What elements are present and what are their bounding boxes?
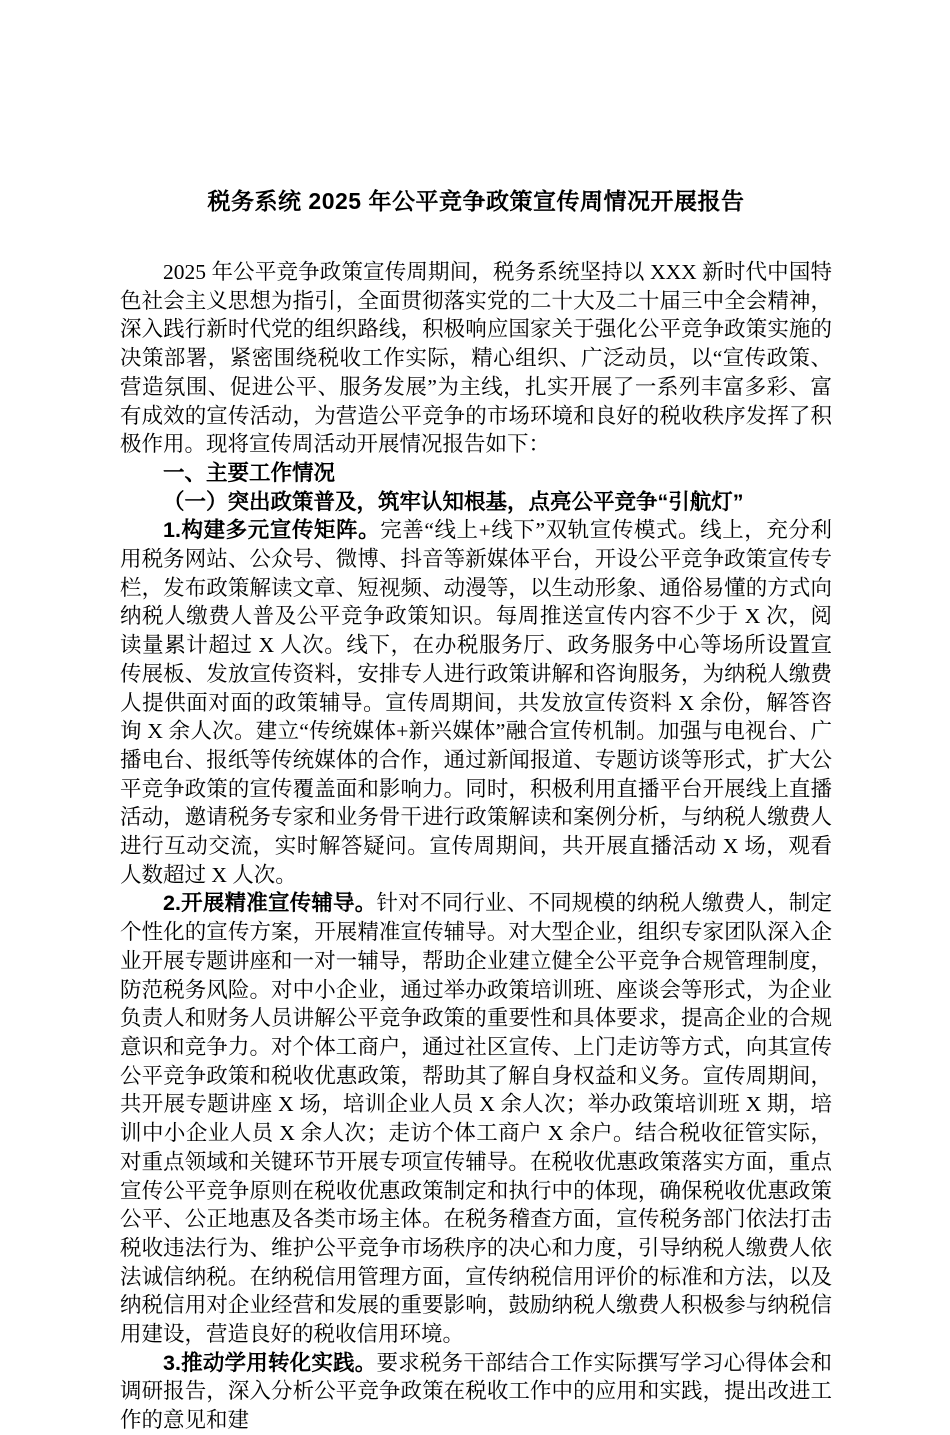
document-body bbox=[120, 258, 832, 1435]
section-heading-main-work: 一、主要工作情况 bbox=[163, 460, 336, 485]
item-paragraph-multi-channel-matrix bbox=[120, 516, 832, 889]
document-title: 税务系统 2025 年公平竞争政策宣传周情况开展报告 bbox=[207, 188, 745, 214]
intro-paragraph: 2025 年公平竞争政策宣传周期间，税务系统坚持以 XXX 新时代中国特色社会主义思想为指引，全面贯彻落实党的二十大及二十届三中全会精神，深入践行新时代党的组织路线，积极响应国家关于强化公平竞争政策实施的决策部署，紧密围绕税收工作实际，精心组织、广泛动员，以“宣传政策、营造氛围、促进公平、服务发展”为主线，扎实开展了一系列丰富多彩、富有成效的宣传活动，为营造公平竞争的市场环境和良好的税收秩序发挥了积极作用。现将宣传周活动开展情况报告如下： bbox=[120, 260, 832, 457]
item-lead-multi-channel-matrix: 1.构建多元宣传矩阵。 bbox=[163, 518, 381, 543]
item-text-precise-guidance: 针对不同行业、不同规模的纳税人缴费人，制定个性化的宣传方案，开展精准宣传辅导。对大型企业，组织专家团队深入企业开展专题讲座和一对一辅导，帮助企业建立健全公平竞争合规管理制度，防范税务风险。对中小企业，通过举办政策培训班、座谈会等形式，为企业负责人和财务人员讲解公平竞争政策的重要性和具体要求，提高企业的合规意识和竞争力。对个体工商户，通过社区宣传、上门走访等方式，向其宣传公平竞争政策和税收优惠政策，帮助其了解自身权益和义务。宣传周期间，共开展专题讲座 X 场，培训企业人员 X 余人次；举办政策培训班 X 期，培训中小企业人员 X 余人次；走访个体工商户 X 余户。结合税收征管实际，对重点领域和关键环节开展专项宣传辅导。在税收优惠政策落实方面，重点宣传公平竞争原则在税收优惠政策制定和执行中的体现，确保税收优惠政策公平、公正地惠及各类市场主体。在税务稽查方面，宣传税务部门依法打击税收违法行为、维护公平竞争市场秩序的决心和力度，引导纳税人缴费人依法诚信纳税。在纳税信用管理方面，宣传纳税信用评价的标准和方法，以及纳税信用对企业经营和发展的重要影响，鼓励纳税人缴费人积极参与纳税信用建设，营造良好的税收信用环境。 bbox=[120, 891, 832, 1347]
item-lead-practice-transformation: 3.推动学用转化实践。 bbox=[163, 1350, 377, 1375]
subsection-heading-policy-popularization: （一）突出政策普及，筑牢认知根基，点亮公平竞争“引航灯” bbox=[163, 489, 744, 514]
item-text-multi-channel-matrix: 完善“线上+线下”双轨宣传模式。线上，充分利用税务网站、公众号、微博、抖音等新媒体平台，开设公平竞争政策宣传专栏，发布政策解读文章、短视频、动漫等，以生动形象、通俗易懂的方式向纳税人缴费人普及公平竞争政策知识。每周推送宣传内容不少于 X 次，阅读量累计超过 X 人次。线下，在办税服务厅、政务服务中心等场所设置宣传展板、发放宣传资料，安排专人进行政策讲解和咨询服务，为纳税人缴费人提供面对面的政策辅导。宣传周期间，共发放宣传资料 X 余份，解答咨询 X 余人次。建立“传统媒体+新兴媒体”融合宣传机制。加强与电视台、广播电台、报纸等传统媒体的合作，通过新闻报道、专题访谈等形式，扩大公平竞争政策的宣传覆盖面和影响力。同时，积极利用直播平台开展线上直播活动，邀请税务专家和业务骨干进行政策解读和案例分析，与纳税人缴费人进行互动交流，实时解答疑问。宣传周期间，共开展直播活动 X 场，观看人数超过 X 人次。 bbox=[120, 518, 833, 887]
item-paragraph-precise-guidance bbox=[120, 889, 832, 1348]
item-lead-precise-guidance: 2.开展精准宣传辅导。 bbox=[163, 891, 377, 916]
item-text-practice-transformation: 要求税务干部结合工作实际撰写学习心得体会和调研报告，深入分析公平竞争政策在税收工作中的应用和实践，提出改进工作的意见和建 bbox=[120, 1350, 832, 1433]
item-paragraph-practice-transformation bbox=[120, 1349, 832, 1435]
